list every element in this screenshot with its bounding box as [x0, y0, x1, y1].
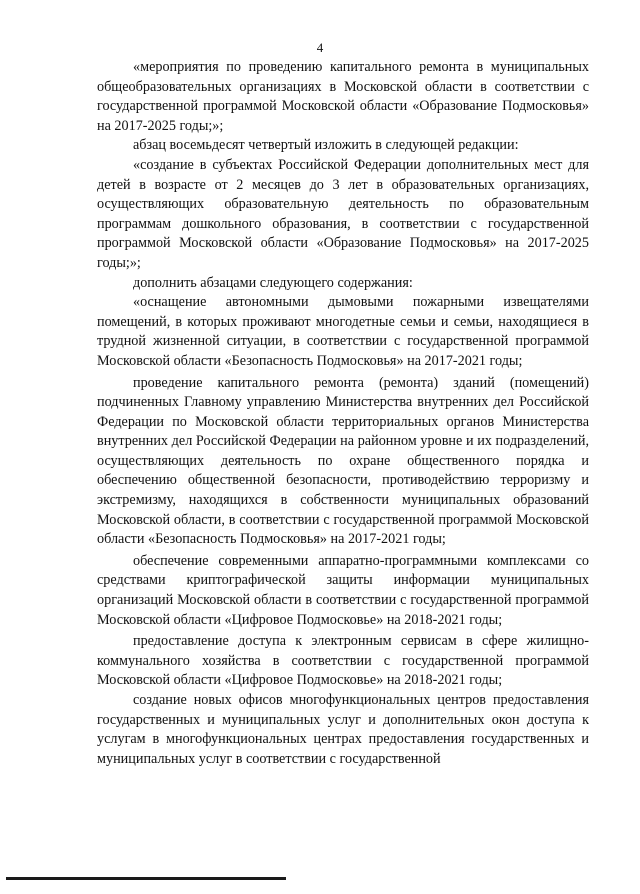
page-number: 4	[316, 40, 324, 55]
paragraph-1: «мероприятия по проведению капитального ремонта в муниципальных общеобразовательных организациях в Московской области в соответствии с государственной программой Московской области «Образование Подмосковья» на 2017-2025 годы;»;	[97, 59, 589, 134]
paragraph-5: «оснащение автономными дымовыми пожарными извещателями помещений, в которых проживают многодетные семьи и семьи, находящиеся в трудной жизненной ситуации, в соответствии с государственной программой Московской области «Безопасность Подмосковья» на 2017-2021 годы;	[97, 294, 589, 369]
paragraph-3: «создание в субъектах Российской Федерации дополнительных мест для детей в возрасте от 2 месяцев до 3 лет в образовательных организациях, осуществляющих образовательную деятельность по образовательным программам дошкольного образования, в соответствии с государственной программой Московской области «Образование Подмосковья» на 2017-2025 годы;»;	[97, 156, 589, 271]
paragraph-4: дополнить абзацами следующего содержания:	[133, 274, 413, 291]
bottom-rule	[6, 877, 286, 880]
paragraph-2: абзац восемьдесят четвертый изложить в следующей редакции:	[133, 137, 519, 154]
paragraph-6: проведение капитального ремонта (ремонта) зданий (помещений) подчиненных Главному управлению Министерства внутренних дел Российской Федерации по Московской области территориальных органов Министерства внутренних дел Российской Федерации на районном уровне и их подразделений, осуществляющих деятельность по охране общественного порядка и обеспечению общественной безопасности, противодействию терроризму и экстремизму, находящихся в собственности муниципальных образований Московской области, в соответствии с государственной программой Московской области «Безопасность Подмосковья» на 2017-2021 годы;	[97, 374, 589, 548]
paragraph-8: предоставление доступа к электронным сервисам в сфере жилищно-коммунального хозяйства в соответствии с государственной программой Московской области «Цифровое Подмосковье» на 2018-2021 годы;	[97, 633, 589, 689]
paragraph-9: создание новых офисов многофункциональных центров предоставления государственных и муниципальных услуг и дополнительных окон доступа к услугам в многофункциональных центрах предоставления государственных и муниципальных услуг в соответствии с государственной	[97, 692, 589, 767]
paragraph-7: обеспечение современными аппаратно-программными комплексами со средствами криптографической защиты информации муниципальных организаций Московской области в соответствии с государственной программой Московской области «Цифровое Подмосковье» на 2018-2021 годы;	[97, 552, 589, 628]
document-body	[97, 58, 589, 769]
